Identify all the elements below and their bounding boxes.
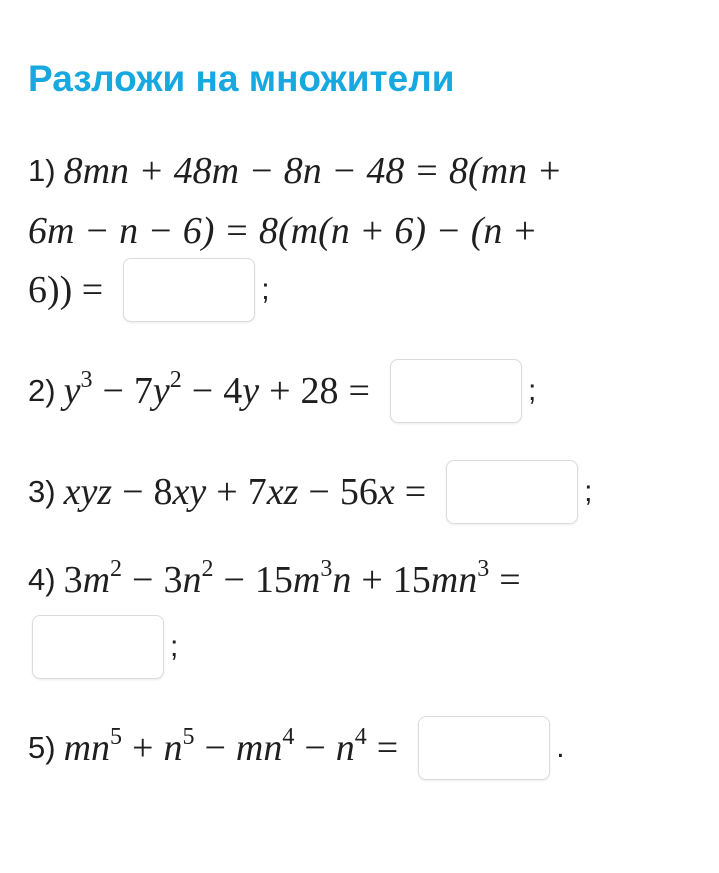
problem-4-answer-input[interactable]	[32, 615, 164, 679]
problem-3-expression: xyz − 8xy + 7xz − 56x =	[63, 471, 427, 513]
page-title: Разложи на множители	[28, 58, 455, 99]
problem-2-expression: $y^3 - 7y^2 - 4y + 28$ =	[63, 367, 370, 412]
problem-4-line-1	[28, 552, 531, 608]
problem-number: 4)	[28, 562, 56, 597]
problem-1-line-3	[28, 262, 270, 318]
problem-5-expression: $mn^5 + n^5 - mn^4 - n^4$ =	[63, 724, 399, 769]
problem-2-end-punct: ;	[527, 374, 537, 407]
problem-number: 2)	[28, 373, 56, 408]
problem-4-line-2	[28, 619, 178, 675]
problem-number: 3)	[28, 474, 56, 509]
problem-4-end-punct: ;	[170, 630, 179, 663]
problem-3-line	[28, 464, 592, 520]
problem-1-expression-line-2: 6m − n − 6) = 8(m(n + 6) − (n +	[28, 210, 538, 252]
problem-3-answer-input[interactable]	[446, 460, 578, 524]
problem-2-line	[28, 363, 536, 419]
problem-1-end-punct: ;	[261, 273, 270, 306]
problem-2-answer-input[interactable]	[390, 359, 522, 423]
problem-number: 5)	[28, 730, 56, 765]
problem-4-expression: $3m^2 - 3n^2 - 15m^3n + 15mn^3$ =	[63, 556, 521, 601]
problem-1-line-2	[28, 203, 538, 259]
problem-1-line-1	[28, 143, 562, 199]
problem-3-end-punct: ;	[584, 475, 593, 508]
problem-5-end-punct: .	[556, 731, 565, 764]
problem-1-answer-input[interactable]	[123, 258, 255, 322]
problem-1-expression-line-3: 6)) =	[28, 269, 104, 311]
problem-number: 1)	[28, 153, 56, 188]
problem-5-answer-input[interactable]	[418, 716, 550, 780]
problem-5-line	[28, 720, 565, 776]
problem-1-expression-line-1: 8mn + 48m − 8n − 48 = 8(mn +	[63, 150, 563, 192]
